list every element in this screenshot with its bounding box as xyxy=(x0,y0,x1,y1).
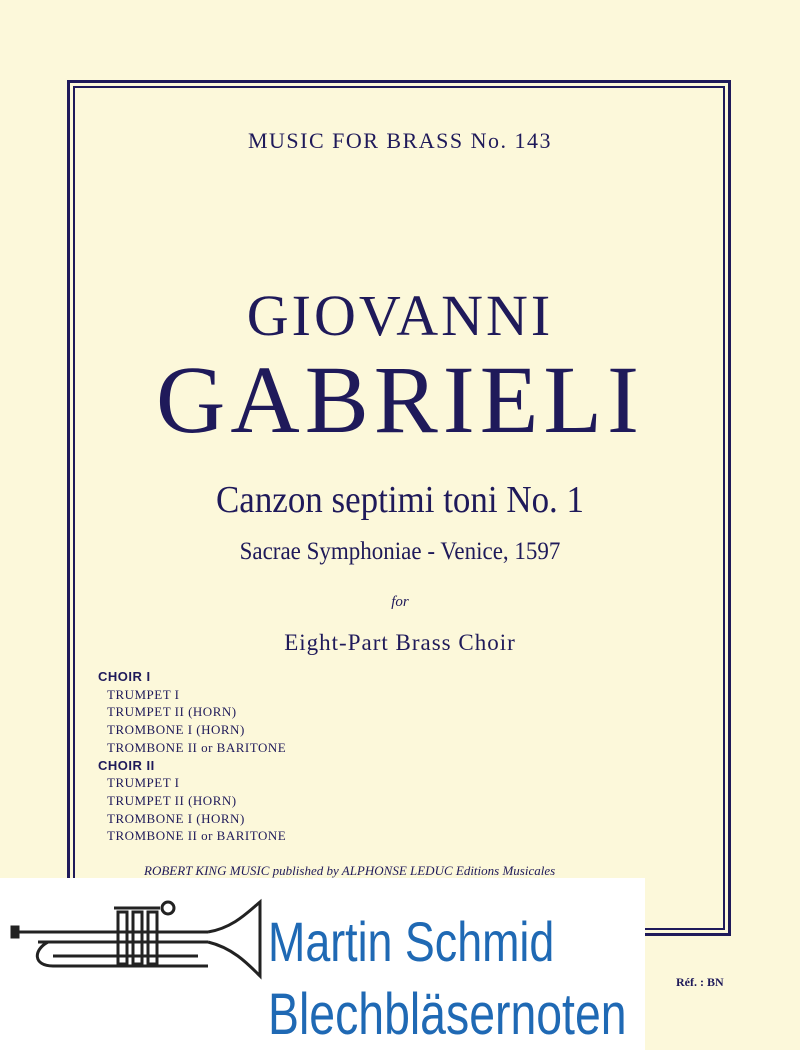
seller-banner xyxy=(0,878,645,1050)
trumpet-icon xyxy=(8,894,268,982)
instrument-item: TROMBONE I (HORN) xyxy=(107,722,245,738)
instrumentation-list xyxy=(98,668,286,845)
composer-last-name: GABRIELI xyxy=(156,346,644,453)
ensemble-title: Eight-Part Brass Choir xyxy=(284,630,516,655)
instrument-item: TROMBONE II or BARITONE xyxy=(107,828,287,844)
instrument-item: TROMBONE II or BARITONE xyxy=(107,739,287,755)
instrument-item: TRUMPET II (HORN) xyxy=(107,792,237,808)
series-title: MUSIC FOR BRASS No. 143 xyxy=(247,128,553,153)
choir-heading: CHOIR I xyxy=(98,669,151,684)
instrument-item: TROMBONE I (HORN) xyxy=(107,810,245,826)
publisher-line: ROBERT KING MUSIC published by ALPHONSE LEDUC Editions Musicales xyxy=(144,863,556,878)
reference-code: Réf. : BN xyxy=(676,975,724,989)
choir-heading: CHOIR II xyxy=(98,757,155,773)
work-title: Canzon septimi toni No. 1 xyxy=(215,479,585,521)
work-source: Sacrae Symphoniae - Venice, 1597 xyxy=(239,538,561,565)
instrument-item: TRUMPET I xyxy=(107,686,180,702)
banner-line-2: Blechbläsernoten xyxy=(268,982,627,1047)
instrument-item: TRUMPET I xyxy=(107,775,180,791)
for-label: for xyxy=(391,594,409,610)
banner-line-1: Martin Schmid xyxy=(268,910,555,973)
instrument-item: TRUMPET II (HORN) xyxy=(107,704,237,720)
composer-first-name: GIOVANNI xyxy=(246,283,554,348)
